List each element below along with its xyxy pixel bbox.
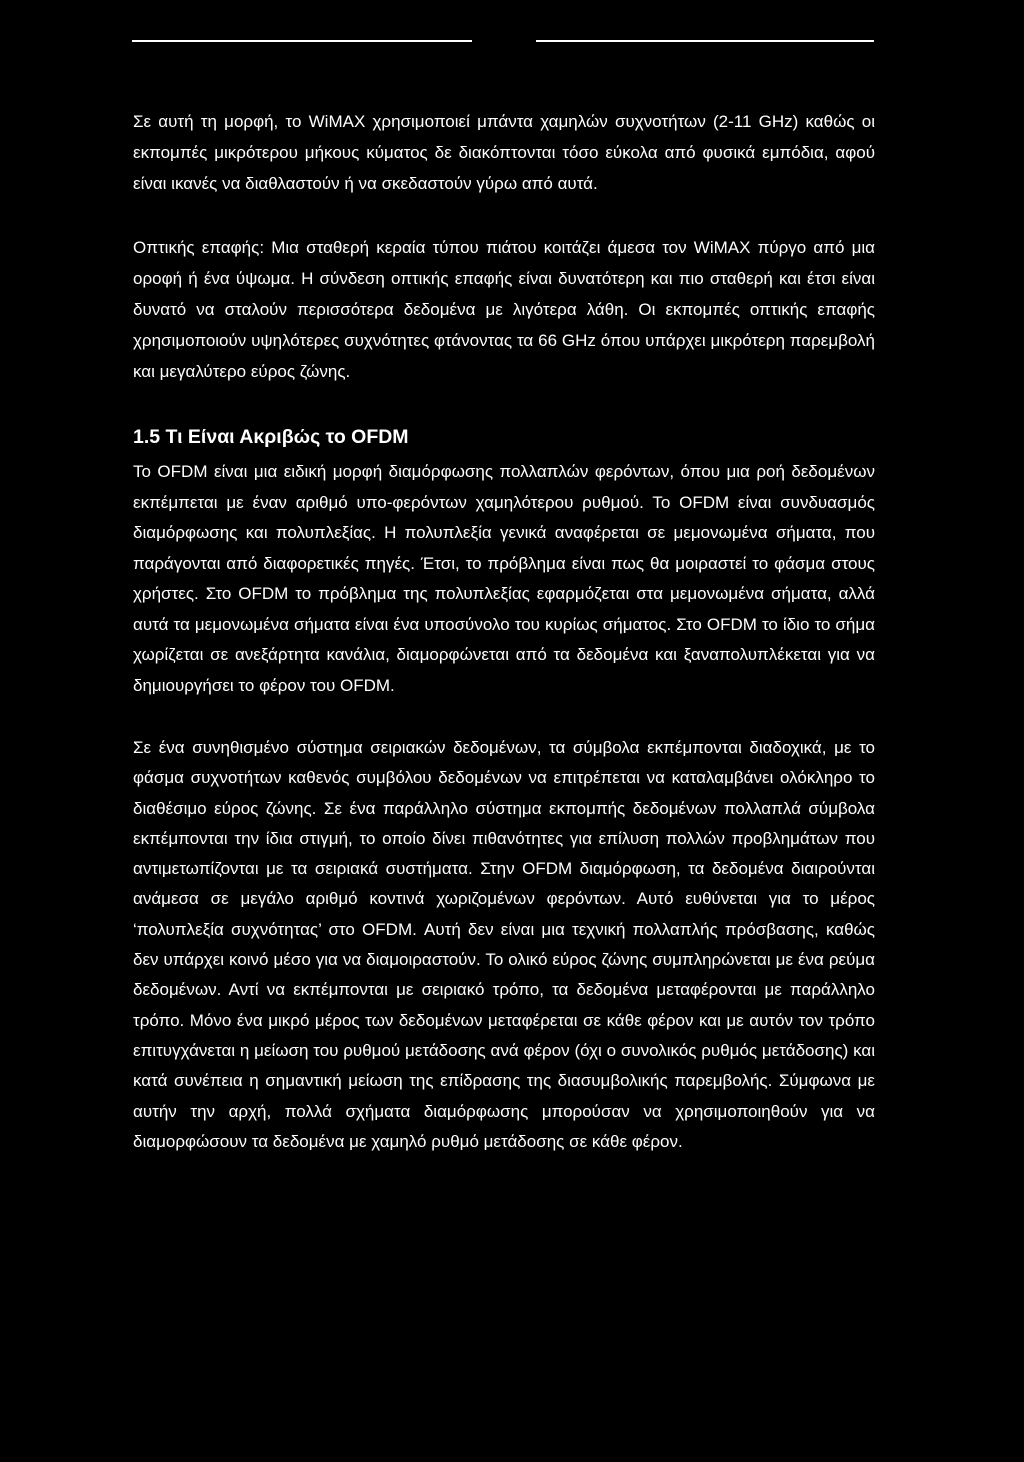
paragraph-ofdm-definition: Το OFDM είναι μια ειδική μορφή διαμόρφωσης πολλαπλών φερόντων, όπου μια ροή δεδομένων εκπέμπεται με έναν αριθμό υπο-φερόντων χαμηλότερου ρυθμού. Το OFDM είναι συνδυασμός διαμόρφωσης και πολυπλεξίας. Η πολυπλεξία γενικά αναφέρεται σε μεμονωμένα σήματα, που παράγονται από διαφορετικές πηγές. Έτσι, το πρόβλημα είναι πως θα μοιραστεί το φάσμα στους χρήστες. Στο OFDM το πρόβλημα της πολυπλεξίας εφαρμόζεται στα μεμονωμένα σήματα, αλλά αυτά τα μεμονωμένα σήματα είναι ένα υποσύνολο του κυρίως σήματος. Στο OFDM το ίδιο το σήμα χωρίζεται σε ανεξάρτητα κανάλια, διαμορφώνεται από τα δεδομένα και ξαναπολυπλέκεται για να δημιουργήσει το φέρον του OFDM. xyxy=(133,462,875,695)
paragraph-wimax-nlos: Σε αυτή τη μορφή, το WiMAX χρησιμοποιεί μπάντα χαμηλών συχνοτήτων (2-11 GHz) καθώς οι εκπομπές μικρότερου μήκους κύματος δε διακόπτονται τόσο εύκολα από φυσικά εμπόδια, αφού είναι ικανές να διαθλαστούν ή να σκεδαστούν γύρω από αυτά. xyxy=(133,112,875,193)
paragraph-serial-vs-parallel: Σε ένα συνηθισμένο σύστημα σειριακών δεδομένων, τα σύμβολα εκπέμπονται διαδοχικά, με το φάσμα συχνοτήτων καθενός συμβόλου δεδομένων να επιτρέπεται να καταλαμβάνει ολόκληρο το διαθέσιμο εύρος ζώνης. Σε ένα παράλληλο σύστημα εκπομπής δεδομένων πολλαπλά σύμβολα εκπέμπονται την ίδια στιγμή, το οποίο δίνει πιθανότητες για επίλυση πολλών προβλημάτων που αντιμετωπίζονται με τα σειριακά συστήματα. Στην OFDM διαμόρφωση, τα δεδομένα διαιρούνται ανάμεσα σε μεγάλο αριθμό κοντινά χωριζομένων φερόντων. Αυτό ευθύνεται για το μέρος ‘πολυπλεξία συχνότητας’ στο OFDM. Αυτή δεν είναι μια τεχνική πολλαπλής πρόσβασης, καθώς δεν υπάρχει κοινό μέσο για να διαμοιραστούν. Το ολικό εύρος ζώνης συμπληρώνεται με ένα ρεύμα δεδομένων. Αντί να εκπέμπονται με σειριακό τρόπο, τα δεδομένα μεταφέρονται με παράλληλο τρόπο. Μόνο ένα μικρό μέρος των δεδομένων μεταφέρεται σε κάθε φέρον και με αυτόν τον τρόπο επιτυγχάνεται η μείωση του ρυθμού μετάδοσης ανά φέρον (όχι ο συνολικός ρυθμός μετάδοσης) και κατά συνέπεια η σημαντική μείωση της επίδρασης της διασυμβολικής παρεμβολής. Σύμφωνα με αυτήν την αρχή, πολλά σχήματα διαμόρφωσης μπορούσαν να χρησιμοποιηθούν για να διαμορφώσουν τα δεδομένα με χαμηλό ρυθμό μετάδοσης σε κάθε φέρον. xyxy=(133,738,875,1151)
section-heading: 1.5 Τι Είναι Ακριβώς το OFDM xyxy=(133,426,409,448)
header-rule-right xyxy=(536,40,874,42)
document-body xyxy=(133,106,875,1157)
paragraph-line-of-sight: Οπτικής επαφής: Μια σταθερή κεραία τύπου πιάτου κοιτάζει άμεσα τον WiMAX πύργο από μια οροφή ή ένα ύψωμα. Η σύνδεση οπτικής επαφής είναι δυνατότερη και πιο σταθερή και έτσι είναι δυνατό να σταλούν περισσότερα δεδομένα με λιγότερα λάθη. Οι εκπομπές οπτικής επαφής χρησιμοποιούν υψηλότερες συχνότητες φτάνοντας τα 66 GHz όπου υπάρχει μικρότερη παρεμβολή και μεγαλύτερο εύρος ζώνης. xyxy=(133,238,875,381)
header-rule-left xyxy=(132,40,472,42)
